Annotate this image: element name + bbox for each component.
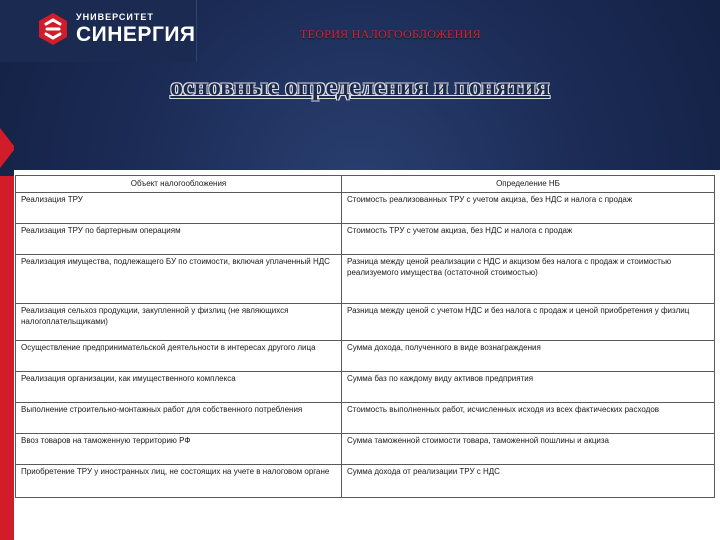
object-cell: Реализация ТРУ [16,193,342,224]
definition-cell: Сумма таможенной стоимости товара, таможенной пошлины и акциза [342,434,715,465]
table-row [16,372,715,403]
table-row [16,434,715,465]
column-header-definition: Определение НБ [342,176,715,193]
definition-cell: Сумма дохода, полученного в виде вознаграждения [342,341,715,372]
definition-cell: Сумма дохода от реализации ТРУ с НДС [342,465,715,498]
object-cell: Реализация сельхоз продукции, закупленной у физлиц (не являющихся налогоплательщиками) [16,304,342,341]
object-cell: Реализация организации, как имущественного комплекса [16,372,342,403]
decorative-stripe-top [0,128,14,168]
table-row [16,193,715,224]
object-cell: Реализация имущества, подлежащего БУ по стоимости, включая уплаченный НДС [16,255,342,304]
table-row [16,224,715,255]
decorative-stripe-bottom [0,176,14,540]
synergy-logo-icon [36,12,70,46]
table-row [16,403,715,434]
definition-cell: Стоимость выполненных работ, исчисленных исходя из всех фактических расходов [342,403,715,434]
logo-text-university: УНИВЕРСИТЕТ [76,12,154,22]
table-row [16,465,715,498]
object-cell: Ввоз товаров на таможенную территорию РФ [16,434,342,465]
object-cell: Реализация ТРУ по бартерным операциям [16,224,342,255]
column-header-object: Объект налогообложения [16,176,342,193]
table-row [16,255,715,304]
definitions-table [15,175,715,498]
logo-text-synergy: СИНЕРГИЯ [76,23,196,46]
definition-cell: Стоимость ТРУ с учетом акциза, без НДС и налога с продаж [342,224,715,255]
table-row [16,341,715,372]
object-cell: Выполнение строительно-монтажных работ для собственного потребления [16,403,342,434]
definition-cell: Сумма баз по каждому виду активов предприятия [342,372,715,403]
page-title: основные определения и понятия [170,74,550,101]
definition-cell: Разница между ценой реализации с НДС и акцизом без налога с продаж и стоимостью реализуемого имущества (остаточной стоимостью) [342,255,715,304]
table-row [16,304,715,341]
definition-cell: Стоимость реализованных ТРУ с учетом акциза, без НДС и налога с продаж [342,193,715,224]
university-logo [0,0,197,62]
object-cell: Приобретение ТРУ у иностранных лиц, не состоящих на учете в налоговом органе [16,465,342,498]
object-cell: Осуществление предпринимательской деятельности в интересах другого лица [16,341,342,372]
header-title: ТЕОРИЯ НАЛОГООБЛОЖЕНИЯ [300,27,481,41]
table-header-row [16,176,715,193]
definition-cell: Разница между ценой с учетом НДС и без налога с продаж и ценой приобретения у физлиц [342,304,715,341]
